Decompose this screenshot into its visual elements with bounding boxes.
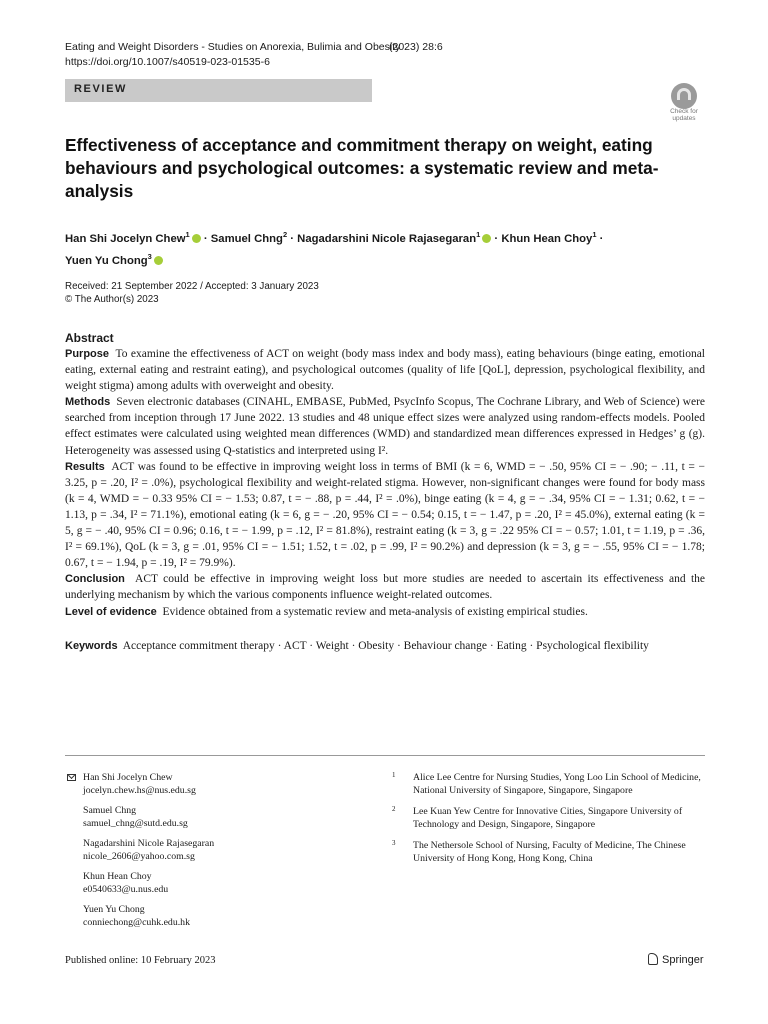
contact-entry <box>65 838 385 863</box>
author-name[interactable]: Khun Hean Choy <box>501 232 593 245</box>
results-text: ACT was found to be effective in improving weight loss in terms of BMI (k = 6, WMD = − .50, 95% CI = − .90; − .11, t = − 3.25, p = .20, I² = .0%), psychological flexibility and weight-related stigma. However, non-significant changes were found for body mass (k = 4, WMD = − 0.33 95% CI = − 1.53; 0.87, t = − .88, p = .44, I² = .0%), binge eating (k = 4, g = − .34, 95% CI = − 1.31; 0.62, t = − 1.13, p = .34, I² = 71.1%), emotional eating (k = 6, g = − .20, 95% CI = − 0.54; 0.15, t = − 1.47, p = .20, I² = 45.0%), external eating (k = 5, g = − .40, 95% CI = 0.96; 0.16, t = − 1.99, p = .12, I² = 81.8%), restraint eating (k = 3, g = .22 95% CI = − 0.57; 1.01, t = 1.19, p = .36, I² = 69.1%), QoL (k = 3, g = .01, 95% CI = − 1.51; 1.52, t = .02, p = .99, I² = 90.2%) and depression (k = 3, g = − .55, 95% CI = − 1.78; 0.67, t = − 1.94, p = .19, I² = 79.9%). <box>65 460 705 570</box>
abstract-heading: Abstract <box>65 331 114 345</box>
publisher-logo <box>648 953 704 966</box>
contact-email[interactable]: nicole_2606@yahoo.com.sg <box>83 850 195 862</box>
article-title: Effectiveness of acceptance and commitment therapy on weight, eating behaviours and psychological outcomes: a systematic review and meta-analysis <box>65 135 659 201</box>
author-affiliation-ref: 1 <box>185 230 190 239</box>
author-affiliation-ref: 1 <box>592 230 597 239</box>
methods-text: Seven electronic databases (CINAHL, EMBASE, PubMed, PsycInfo Scopus, The Cochrane Library, and Web of Science) were searched from inception through 17 June 2022. 13 studies and 48 unique effect sizes were analyzed using random-effects models. Pooled effect estimates were calculated using weighted mean differences (WMD) and standardized mean differences expressed in Hedges’ g (g). Heterogeneity was assessed using Q-statistics and interpreted using I². <box>65 396 706 457</box>
keywords-label: Keywords <box>65 640 118 652</box>
author-list: Han Shi Jocelyn Chew$^1$ · Samuel Chng$^2$ · Nagadarshini Nicole Rajasegaran$^1$ · Khun Hean Choy$^1$ · Yuen Yu Chong$^3$ <box>65 230 604 267</box>
abstract-purpose <box>65 346 705 394</box>
keywords <box>65 638 705 654</box>
methods-label: Methods <box>65 396 111 409</box>
author-name[interactable]: Samuel Chng <box>210 232 283 245</box>
purpose-label: Purpose <box>65 348 110 360</box>
envelope-icon <box>67 774 76 781</box>
orcid-icon[interactable] <box>154 256 163 265</box>
affiliation-text: Lee Kuan Yew Centre for Innovative Cities, Singapore University of Technology and Design, Singapore, Singapore <box>413 806 683 830</box>
contact-entry <box>65 805 385 830</box>
level-text: Evidence obtained from a systematic review and meta-analysis of existing empirical studies. <box>162 605 588 618</box>
footnote-divider <box>65 755 705 756</box>
purpose-text: To examine the effectiveness of ACT on weight (body mass index and body mass), eating behaviours (binge eating, emotional eating, external eating and restraint eating), and psychological outcomes (quality of life [QoL], depression, psychological flexibility, and weight stigma) among adults with overweight and obesity. <box>65 348 705 393</box>
contact-entry <box>65 904 385 929</box>
author-affiliation-ref: 3 <box>147 251 152 261</box>
conclusion-label: Conclusion <box>65 573 125 586</box>
affiliation-text: The Nethersole School of Nursing, Faculty of Medicine, The Chinese University of Hong Kong, Hong Kong, China <box>413 840 686 864</box>
author-affiliation-ref: 1 <box>476 230 481 239</box>
received-accepted-dates: Received: 21 September 2022 / Accepted: 3 January 2023 <box>65 281 319 292</box>
conclusion-text: ACT could be effective in improving weight loss but more studies are needed to ascertain its effectiveness and the underlying mechanism by which the various components influence weight-related outcomes. <box>65 573 705 602</box>
contact-email[interactable]: conniechong@cuhk.edu.hk <box>83 916 190 928</box>
contact-email[interactable]: jocelyn.chew.hs@nus.edu.sg <box>83 784 196 796</box>
affiliation-number: 1 <box>392 771 396 779</box>
contact-name: Samuel Chng <box>83 805 137 816</box>
author-name[interactable]: Han Shi Jocelyn Chew <box>65 232 186 245</box>
results-label: Results <box>65 460 105 473</box>
contact-name: Han Shi Jocelyn Chew <box>83 772 173 783</box>
article-dates <box>65 280 319 306</box>
contact-email[interactable]: e0540633@u.nus.edu <box>83 883 169 895</box>
abstract-level-of-evidence <box>65 604 705 620</box>
published-online-date: Published online: 10 February 2023 <box>65 955 216 966</box>
contact-name: Yuen Yu Chong <box>83 904 145 915</box>
affiliation-number: 2 <box>392 805 396 813</box>
orcid-icon[interactable] <box>192 234 201 243</box>
affiliation-entry <box>392 772 712 797</box>
abstract-conclusion <box>65 571 705 603</box>
springer-horse-icon <box>648 953 658 965</box>
contact-name: Nagadarshini Nicole Rajasegaran <box>83 838 215 849</box>
affiliation-entry <box>392 806 712 831</box>
article-type-banner <box>65 79 372 102</box>
author-name[interactable]: Yuen Yu Chong <box>65 254 148 267</box>
check-for-updates-badge[interactable] <box>664 83 704 123</box>
author-affiliation-ref: 2 <box>282 230 288 239</box>
check-updates-icon <box>671 83 697 109</box>
journal-header <box>65 40 665 70</box>
copyright-notice: © The Author(s) 2023 <box>65 294 159 305</box>
abstract-results <box>65 459 705 572</box>
abstract-methods <box>65 394 705 458</box>
article-type-label: REVIEW <box>74 83 127 95</box>
journal-name: Eating and Weight Disorders - Studies on Anorexia, Bulimia and Obesity <box>65 41 401 53</box>
affiliation-entry <box>392 840 712 865</box>
abstract-body <box>65 346 705 620</box>
contact-list <box>65 772 385 937</box>
contact-name: Khun Hean Choy <box>83 871 152 882</box>
contact-email[interactable]: samuel_chng@sutd.edu.sg <box>83 817 188 829</box>
publisher-name: Springer <box>662 954 704 966</box>
author-name[interactable]: Nagadarshini Nicole Rajasegaran <box>297 232 477 245</box>
contact-entry <box>65 871 385 896</box>
check-updates-line1: Check for <box>670 108 698 115</box>
orcid-icon[interactable] <box>482 234 491 243</box>
journal-volume: (2023) 28:6 <box>389 41 443 53</box>
doi-link[interactable]: https://doi.org/10.1007/s40519-023-01535-6 <box>65 56 270 68</box>
affiliation-text: Alice Lee Centre for Nursing Studies, Yong Loo Lin School of Medicine, National University of Singapore, Singapore, Singapore <box>413 772 701 796</box>
contact-entry <box>65 772 385 797</box>
affiliation-number: 3 <box>392 839 396 847</box>
check-updates-line2: updates <box>672 115 696 122</box>
level-label: Level of evidence <box>65 605 157 618</box>
affiliation-list <box>392 772 712 874</box>
keywords-text: Acceptance commitment therapy · ACT · Weight · Obesity · Behaviour change · Eating · Psychological flexibility <box>122 640 649 652</box>
